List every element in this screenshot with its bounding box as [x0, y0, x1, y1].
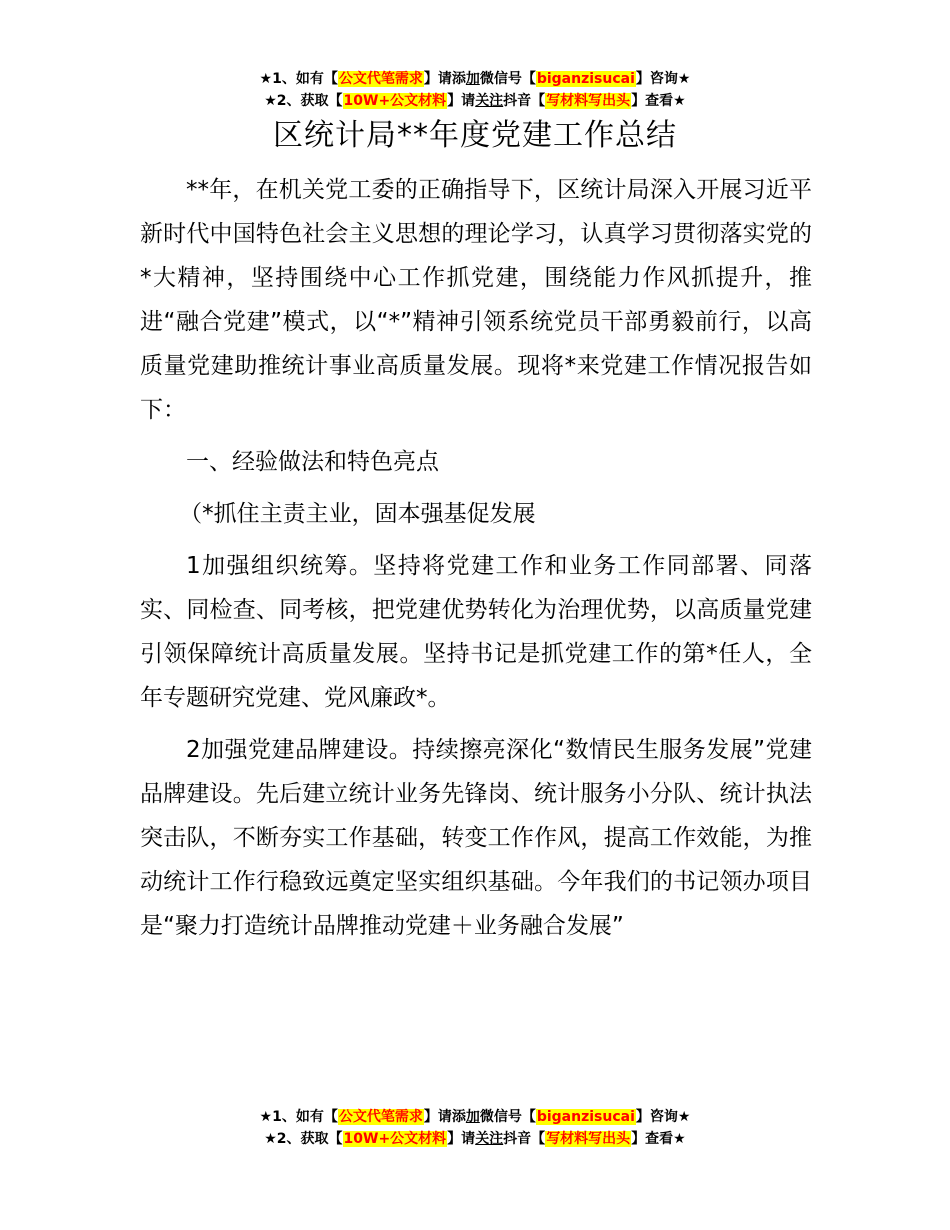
- document-title: 区统计局**年度党建工作总结: [273, 118, 677, 153]
- subsection-heading-1: （*抓住主责主业，固本强基促发展: [179, 501, 536, 527]
- promo-line-1: ★1、如有【公文代笔需求】请添加微信号【biganzisucai】咨询★: [259, 1109, 691, 1125]
- intro-paragraph: **年，在机关党工委的正确指导下，区统计局深入开展习近平新时代中国特色社会主义思想的理论学习，认真学习贯彻落实党的*大精神，坚持围绕中心工作抓党建，围绕能力作风抓提升，推进“融合党建”模式，以“*”精神引领系统党员干部勇毅前行，以高质量党建助推统计事业高质量发展。现将*来党建工作情况报告如下：: [140, 177, 812, 423]
- promo-line-2: ★2、获取【10W+公文材料】请关注抖音【写材料写出头】查看★: [264, 1131, 686, 1147]
- item-paragraph-2: 2加强党建品牌建设。持续擦亮深化“数情民生服务发展”党建品牌建设。先后建立统计业务先锋岗、统计服务小分队、统计执法突击队，不断夯实工作基础，转变工作作风，提高工作效能，为推动统计工作行稳致远奠定坚实组织基础。今年我们的书记领办项目是“聚力打造统计品牌推动党建＋业务融合发展”: [140, 737, 812, 939]
- item-paragraph-1: 1加强组织统筹。坚持将党建工作和业务工作同部署、同落实、同检查、同考核，把党建优势转化为治理优势，以高质量党建引领保障统计高质量发展。坚持书记是抓党建工作的第*任人，全年专题研究党建、党风廉政*。: [140, 553, 812, 711]
- promo-banner-top: [0, 68, 950, 112]
- promo-line-1: ★1、如有【公文代笔需求】请添加微信号【biganzisucai】咨询★: [259, 71, 691, 87]
- highlight-writing-service: 公文代笔需求: [338, 1109, 423, 1125]
- section-heading-1: 一、经验做法和特色亮点: [186, 449, 439, 475]
- highlight-wechat-id: biganzisucai: [536, 71, 635, 87]
- highlight-wechat-id: biganzisucai: [536, 1109, 635, 1125]
- promo-line-2: ★2、获取【10W+公文材料】请关注抖音【写材料写出头】查看★: [264, 93, 686, 109]
- highlight-douyin-account: 写材料写出头: [546, 1131, 631, 1147]
- promo-banner-bottom: [0, 1106, 950, 1150]
- highlight-materials: 10W+公文材料: [343, 93, 447, 109]
- highlight-douyin-account: 写材料写出头: [546, 93, 631, 109]
- highlight-materials: 10W+公文材料: [343, 1131, 447, 1147]
- document-body: [140, 168, 812, 948]
- highlight-writing-service: 公文代笔需求: [338, 71, 423, 87]
